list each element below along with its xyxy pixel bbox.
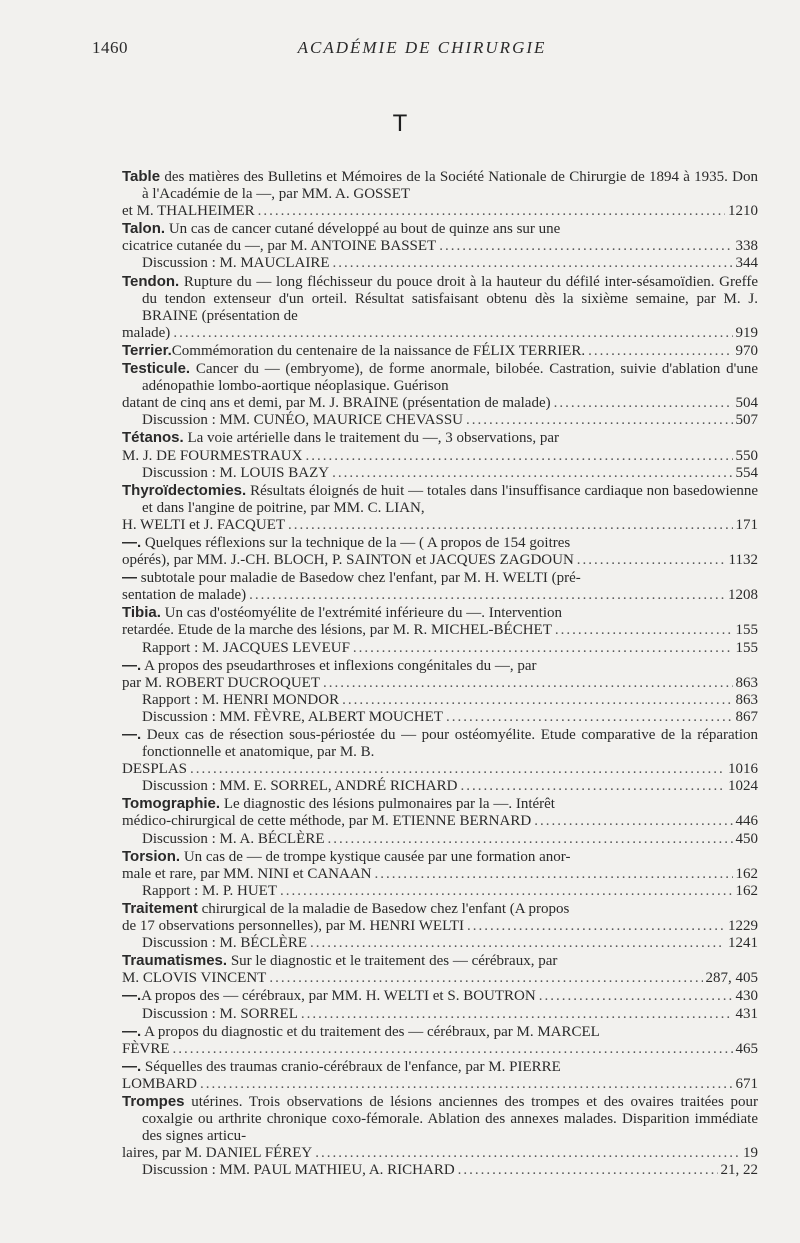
dot-leader (439, 238, 732, 255)
entry-text: Un cas de — de trompe kystique causée par une formation anor- (183, 848, 571, 865)
dot-leader (258, 203, 725, 220)
index-entry (122, 640, 758, 657)
index-entry (122, 831, 758, 848)
section-letter: T (392, 110, 408, 137)
entry-final-line: Rapport : M. P. HUET (142, 882, 277, 899)
index-entry (122, 168, 758, 220)
entry-final-line: Discussion : M. A. BÉCLÈRE (142, 830, 325, 847)
entry-keyword: Tomographie. (122, 795, 221, 813)
page-reference: 1229 (728, 918, 758, 935)
entry-text: utérines. Trois observations de lésions anciennes des trompes et des ovaires traitées pour coxalgie ou arthrite chronique coxo-fémorale. Ablation des annexes malades. Disparition immédiate des signes articu- (142, 1093, 758, 1145)
entry-text: Le diagnostic des lésions pulmonaires par la —. Intérêt (223, 796, 555, 813)
entry-final-line: Discussion : MM. FÈVRE, ALBERT MOUCHET (142, 708, 443, 725)
entry-keyword: Trompes (122, 1092, 185, 1110)
entry-text: chirurgical de la maladie de Basedow chez l'enfant (A propos (201, 900, 570, 917)
page-reference: 155 (735, 639, 758, 656)
dot-leader (467, 918, 725, 935)
index-entry (122, 412, 758, 429)
index-entry (122, 465, 758, 482)
entry-keyword: — (122, 569, 137, 587)
entry-final-line: Discussion : MM. CUNÉO, MAURICE CHEVASSU (142, 412, 464, 429)
page-reference: 19 (743, 1145, 758, 1162)
entry-final-line: DESPLAS (122, 761, 188, 778)
page-reference: 1016 (728, 761, 758, 778)
page-reference: 1210 (728, 203, 758, 220)
dot-leader (200, 1076, 732, 1093)
index-entry (122, 709, 758, 726)
entry-text: des matières des Bulletins et Mémoires de la Société Nationale de Chirurgie de 1894 à 1935. Don à l'Académie de la —, par MM. A. GOSSET (142, 169, 759, 203)
entry-text: Cancer du — (embryome), de forme anormale, bilobée. Castration, suivie d'ablation d'une adénopathie lombo-aortique néoplasique. Guérison (142, 361, 759, 395)
entry-final-line: Discussion : M. MAUCLAIRE (142, 255, 330, 272)
entry-final-line: laires, par M. DANIEL FÉREY (122, 1145, 313, 1162)
entry-keyword: Testicule. (122, 360, 191, 378)
index-entry (122, 657, 758, 692)
page-reference: 1241 (728, 935, 758, 952)
index-entry (122, 1093, 758, 1162)
page-reference: 863 (735, 674, 758, 691)
entry-final-line: Commémoration du centenaire de la naissance de FÉLIX TERRIER. (171, 342, 586, 359)
page-reference: 671 (735, 1075, 758, 1092)
entry-text: Sur le diagnostic et le traitement des — cérébraux, par (230, 953, 558, 970)
entry-final-line: Discussion : MM. PAUL MATHIEU, A. RICHARD (142, 1162, 455, 1179)
page-reference: 1024 (728, 778, 758, 795)
dot-leader (466, 412, 732, 429)
dot-leader (301, 1006, 733, 1023)
page-reference: 162 (735, 865, 758, 882)
page-header (92, 38, 752, 62)
entry-text: Deux cas de résection sous-périostée du — pour ostéomyélite. Etude comparative de la réparation fonctionnelle et anatomique, par M. B. (142, 727, 758, 761)
page-reference: 287, 405 (705, 970, 758, 987)
entry-final-line: Discussion : MM. E. SORREL, ANDRÉ RICHARD (142, 778, 458, 795)
page-reference: 1132 (728, 552, 758, 569)
page-reference: 554 (735, 464, 758, 481)
entry-final-line: male et rare, par MM. NINI et CANAAN (122, 865, 372, 882)
entry-keyword: Tendon. (122, 272, 180, 290)
page-reference: 970 (735, 342, 758, 359)
entry-text: Un cas de cancer cutané développé au bout de quinze ans sur une (168, 221, 561, 238)
entry-text: Séquelles des traumas cranio-cérébraux de l'enfance, par M. PIERRE (144, 1058, 561, 1075)
page-reference: 919 (735, 324, 758, 341)
index-entry (122, 429, 758, 464)
page-reference: 867 (735, 708, 758, 725)
entry-keyword: —. (122, 726, 142, 743)
page-reference: 1208 (728, 587, 758, 604)
entry-final-line: et M. THALHEIMER (122, 203, 255, 220)
entry-text: Rupture du — long fléchisseur du pouce droit à la hauteur du défilé inter-sésamoïdien. Greffe du tendon extenseur d'un orteil. Résultat satisfaisant obtenu dès la sixième semaine, par M. J. BRAINE (présentation de (142, 273, 758, 324)
index-entry (122, 360, 758, 412)
entry-keyword: Terrier. (122, 341, 172, 359)
page-number: 1460 (92, 38, 128, 57)
index-entry (122, 778, 758, 795)
index-entry (122, 273, 758, 342)
dot-leader (288, 517, 732, 534)
page-reference: 504 (735, 395, 758, 412)
entry-keyword: Talon. (122, 220, 166, 238)
index-entry (122, 935, 758, 952)
entry-final-line: Discussion : M. LOUIS BAZY (142, 464, 330, 481)
index-list (122, 168, 758, 1179)
running-title: ACADÉMIE DE CHIRURGIE (297, 38, 547, 57)
dot-leader (458, 1162, 718, 1179)
entry-final-line: opérés), par MM. J.-CH. BLOCH, P. SAINTON et JACQUES ZAGDOUN (122, 552, 574, 569)
entry-final-line: A propos des — cérébraux, par MM. H. WELTI et S. BOUTRON (141, 988, 536, 1005)
entry-final-line: de 17 observations personnelles), par M. HENRI WELTI (122, 918, 465, 935)
entry-final-line: Discussion : M. BÉCLÈRE (142, 935, 308, 952)
entry-text: subtotale pour maladie de Basedow chez l'enfant, par M. H. WELTI (pré- (140, 570, 581, 587)
entry-keyword: Traumatismes. (122, 952, 228, 970)
dot-leader (249, 587, 725, 604)
entry-final-line: Rapport : M. HENRI MONDOR (142, 691, 340, 708)
entry-final-line: malade) (122, 324, 171, 341)
entry-keyword: Thyroïdectomies. (122, 481, 247, 499)
entry-final-line: Discussion : M. SORREL (142, 1005, 298, 1022)
dot-leader (577, 552, 726, 569)
index-entry (122, 342, 758, 360)
dot-leader (588, 343, 732, 360)
dot-leader (328, 831, 733, 848)
dot-leader (333, 255, 733, 272)
entry-keyword: —. (122, 1022, 142, 1040)
entry-keyword: Torsion. (122, 847, 181, 865)
entry-keyword: Traitement (122, 899, 198, 917)
entry-text: Résultats éloignés de huit — totales dans l'insuffisance cardiaque non basedowienne et dans l'angine de poitrine, par MM. C. LIAN, (142, 482, 759, 516)
dot-leader (554, 395, 733, 412)
entry-keyword: Table (122, 168, 161, 185)
entry-final-line: H. WELTI et J. FACQUET (122, 516, 286, 533)
dot-leader (375, 866, 733, 883)
page-reference: 155 (735, 622, 758, 639)
index-entry (122, 604, 758, 639)
index-entry (122, 255, 758, 272)
dot-leader (280, 883, 733, 900)
entry-keyword: —. (122, 656, 142, 674)
page-reference: 507 (735, 412, 758, 429)
dot-leader (323, 675, 733, 692)
dot-leader (332, 465, 732, 482)
entry-text: A propos des pseudarthroses et inflexions congénitales du —, par (144, 657, 537, 674)
index-entry (122, 952, 758, 987)
entry-keyword: Tibia. (122, 604, 161, 622)
entry-text: Quelques réflexions sur la technique de la — ( A propos de 154 goitres (144, 534, 571, 551)
page-reference: 338 (735, 238, 758, 255)
page-reference: 344 (735, 255, 758, 272)
page-reference: 431 (735, 1005, 758, 1022)
index-entry (122, 726, 758, 778)
entry-final-line: sentation de malade) (122, 587, 247, 604)
index-entry (122, 795, 758, 830)
page-reference: 446 (735, 813, 758, 830)
dot-leader (555, 622, 733, 639)
dot-leader (173, 1041, 733, 1058)
index-entry (122, 987, 758, 1005)
dot-leader (460, 778, 725, 795)
dot-leader (305, 448, 732, 465)
entry-final-line: FÈVRE (122, 1040, 170, 1057)
dot-leader (446, 709, 733, 726)
index-entry (122, 1162, 758, 1179)
page-reference: 550 (735, 447, 758, 464)
page-reference: 21, 22 (720, 1162, 758, 1179)
index-entry (122, 220, 758, 255)
index-entry (122, 900, 758, 935)
entry-final-line: M. J. DE FOURMESTRAUX (122, 447, 303, 464)
entry-keyword: —. (122, 987, 142, 1005)
index-entry (122, 1058, 758, 1093)
entry-text: Un cas d'ostéomyélite de l'extrémité inférieure du —. Intervention (164, 605, 563, 622)
index-entry (122, 569, 758, 604)
index-entry (122, 482, 758, 534)
entry-final-line: cicatrice cutanée du —, par M. ANTOINE BASSET (122, 238, 437, 255)
dot-leader (190, 761, 725, 778)
entry-final-line: LOMBARD (122, 1075, 198, 1092)
dot-leader (539, 988, 733, 1005)
entry-keyword: —. (122, 533, 142, 551)
index-entry (122, 1006, 758, 1023)
entry-final-line: M. CLOVIS VINCENT (122, 970, 267, 987)
index-entry (122, 848, 758, 883)
entry-text: A propos du diagnostic et du traitement des — cérébraux, par M. MARCEL (144, 1023, 600, 1040)
page-reference: 171 (735, 516, 758, 533)
entry-final-line: médico-chirurgical de cette méthode, par M. ETIENNE BERNARD (122, 813, 532, 830)
dot-leader (173, 325, 732, 342)
page-reference: 450 (735, 830, 758, 847)
dot-leader (310, 935, 725, 952)
entry-text: La voie artérielle dans le traitement du —, 3 observations, par (187, 430, 559, 447)
entry-keyword: Tétanos. (122, 429, 184, 447)
entry-final-line: Rapport : M. JACQUES LEVEUF (142, 639, 350, 656)
entry-final-line: par M. ROBERT DUCROQUET (122, 674, 320, 691)
page-reference: 162 (735, 882, 758, 899)
index-entry (122, 534, 758, 569)
index-entry (122, 692, 758, 709)
entry-final-line: retardée. Etude de la marche des lésions, par M. R. MICHEL-BÉCHET (122, 622, 552, 639)
page-reference: 465 (735, 1040, 758, 1057)
dot-leader (353, 640, 733, 657)
dot-leader (534, 813, 732, 830)
dot-leader (342, 692, 732, 709)
dot-leader (269, 970, 702, 987)
entry-final-line: datant de cinq ans et demi, par M. J. BRAINE (présentation de malade) (122, 395, 551, 412)
dot-leader (315, 1145, 740, 1162)
entry-keyword: —. (122, 1057, 142, 1075)
index-entry (122, 883, 758, 900)
page-reference: 430 (735, 988, 758, 1005)
page-reference: 863 (735, 691, 758, 708)
index-entry (122, 1023, 758, 1058)
